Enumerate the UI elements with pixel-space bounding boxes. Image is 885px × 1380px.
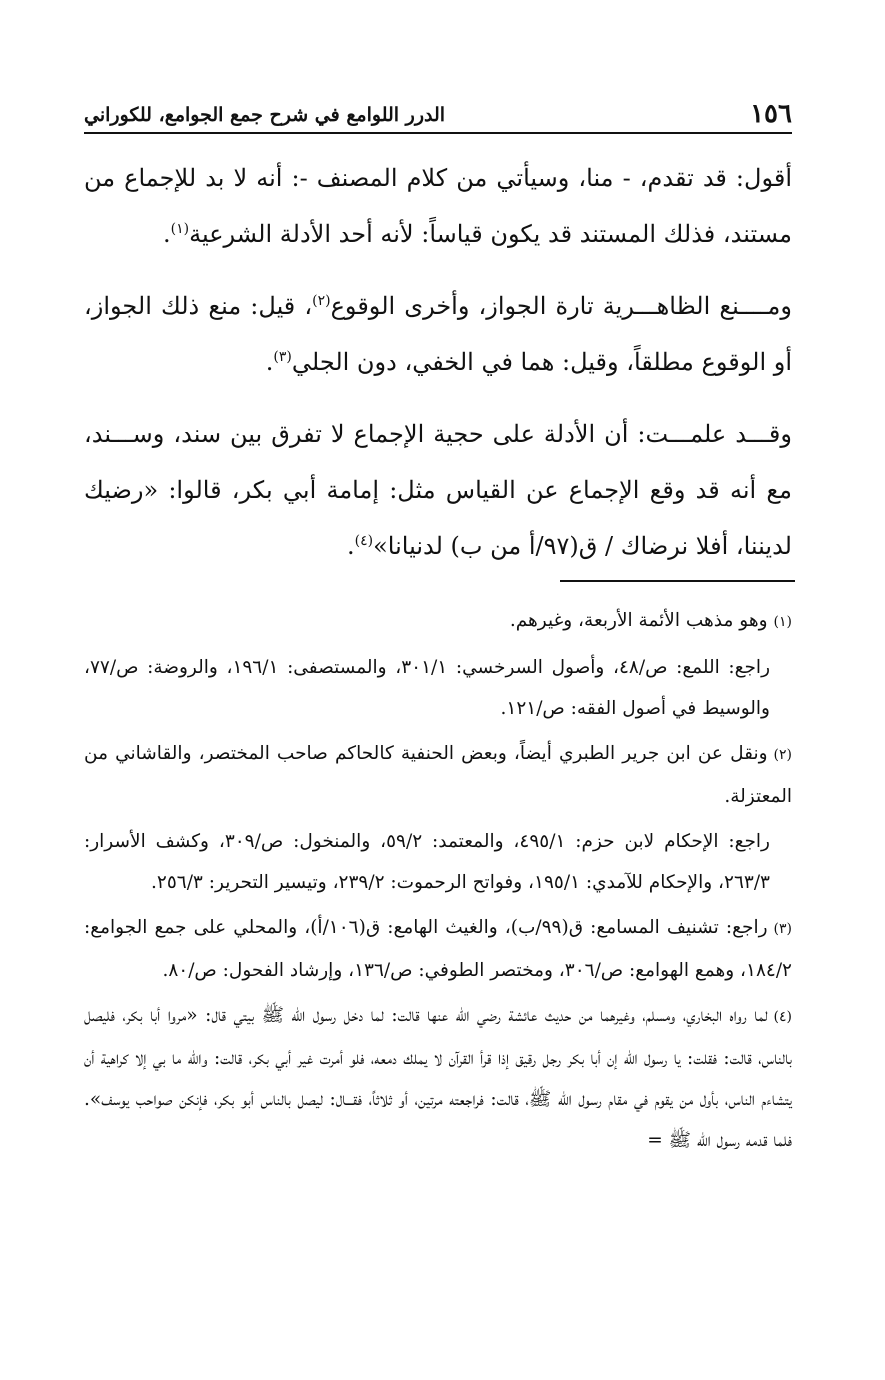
footnote-ref-4: (٤): [354, 533, 374, 549]
footnotes: [84, 600, 792, 1165]
footnote-4-text: لما رواه البخاري، ومسلم، وغيرهما من حديث عائشة رضي الله عنها قالت: لما دخل رسول الله ﷺ بيتي قال: «مروا أبا بكر، فليصل بالناس، قالت: فقلت: يا رسول الله إن أبا بكر رجل رقيق إذا قرأ القرآن لا يملك دمعه، فلو أمرت غير أبي بكر، قالت: والله ما بي إلا كراهية أن يتشاءم الناس، بأول من يقوم في مقام رسول الله ﷺ، قالت: فراجعته مرتين، أو ثلاثاً، فقـــال: ليصل بالناس أبو بكر، فإنكن صواحب يوسف». فلما قدمه رسول الله ﷺ =: [84, 1005, 792, 1151]
paragraph-1: [84, 150, 792, 262]
paragraph-2: [84, 278, 792, 390]
footnote-4-marker: (٤): [773, 1009, 792, 1025]
main-text: [84, 150, 792, 590]
paragraph-2-text-b: ، قيل: منع ذلك الجواز، أو الوقوع مطلقاً، وقيل: هما في الخفي، دون الجلي: [84, 292, 792, 376]
footnote-1-marker: (١): [773, 614, 792, 630]
paragraph-2-text-a: ومــــنع الظاهـــرية تارة الجواز، وأخرى الوقوع: [330, 292, 792, 320]
paragraph-1-text: أقول: قد تقدم، - منا، وسيأتي من كلام المصنف -: أنه لا بد للإجماع من مستند، فذلك المستند قد يكون قياساً: لأنه أحد الأدلة الشرعية: [84, 164, 792, 248]
paragraph-2-tail: .: [265, 348, 274, 376]
footnote-2: [84, 733, 792, 817]
paragraph-3: [84, 406, 792, 574]
footnote-2-marker: (٢): [773, 747, 792, 763]
footnote-ref-1: (١): [170, 221, 190, 237]
footnote-3: [84, 907, 792, 991]
footnote-ref-2: (٢): [312, 293, 331, 309]
footnote-1-references: راجع: اللمع: ص/٤٨، وأصول السرخسي: ٣٠١/١، والمستصفى: ١٩٦/١، والروضة: ص/٧٧، والوسيط في أصول الفقه: ص/١٢١.: [84, 657, 771, 719]
paragraph-3-text: وقـــد علمـــت: أن الأدلة على حجية الإجماع لا تفرق بين سند، وســـند، مع أنه قد وقع الإجماع عن القياس مثل: إمامة أبي بكر، قالوا: «رضيك لديننا، أفلا نرضاك / ق(٩٧/أ من ب) لدنيانا»: [84, 420, 792, 560]
paragraph-1-tail: .: [162, 220, 171, 248]
running-title: الدرر اللوامع في شرح جمع الجوامع، للكوراني: [84, 104, 446, 126]
footnote-3-marker: (٣): [773, 921, 792, 937]
footnote-1-text: وهو مذهب الأئمة الأربعة، وغيرهم.: [509, 610, 768, 631]
footnote-2-text: ونقل عن ابن جرير الطبري أيضاً، وبعض الحنفية كالحاكم صاحب المختصر، والقاشاني من المعتزلة.: [84, 743, 792, 807]
footnote-3-text: راجع: تشنيف المسامع: ق(٩٩/ب)، والغيث الهامع: ق(١٠٦/أ)، والمحلي على جمع الجوامع: ١٨٤/٢، وهمع الهوامع: ص/٣٠٦، ومختصر الطوفي: ص/١٣٦، وإرشاد الفحول: ص/٨٠.: [84, 917, 792, 981]
footnote-4: [84, 995, 792, 1161]
paragraph-3-tail: .: [346, 532, 355, 560]
page-header: [84, 92, 792, 134]
footnote-ref-3: (٣): [273, 349, 292, 365]
footnote-separator: [560, 580, 795, 582]
page-number: ١٥٦: [750, 99, 792, 129]
footnote-2-references: راجع: الإحكام لابن حزم: ٤٩٥/١، والمعتمد: ٥٩/٢، والمنخول: ص/٣٠٩، وكشف الأسرار: ٢٦٣/٣، والإحكام للآمدي: ١٩٥/١، وفواتح الرحموت: ٢٣٩/٢، وتيسير التحرير: ٢٥٦/٣.: [84, 831, 770, 893]
footnote-1: [84, 600, 792, 643]
